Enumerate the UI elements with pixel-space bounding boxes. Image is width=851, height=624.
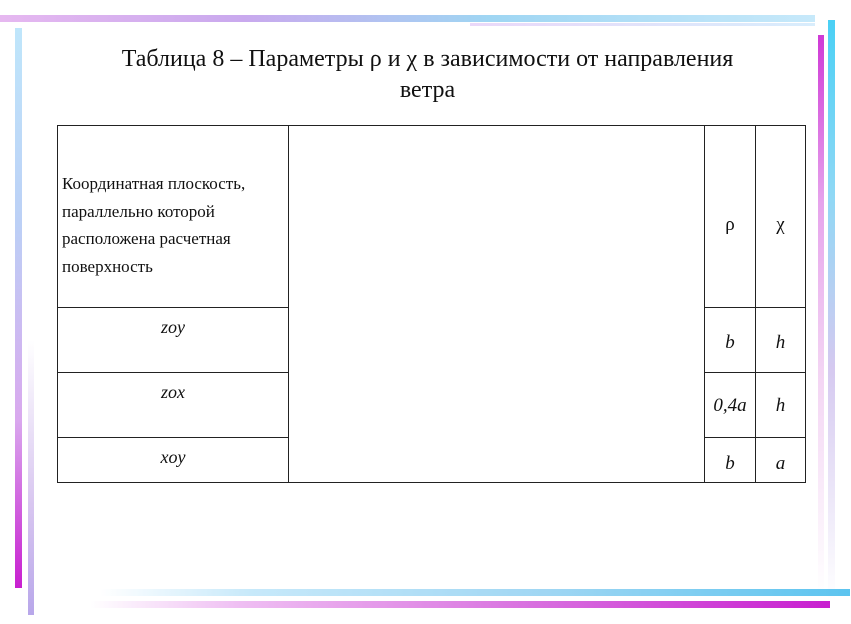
- header-rho-symbol: ρ: [725, 214, 735, 235]
- frame-bar-right-secondary: [818, 35, 824, 595]
- header-cell-chi: [755, 125, 806, 308]
- frame-bar-bottom-secondary: [90, 601, 830, 608]
- rho-value: 0,4a: [713, 395, 747, 416]
- rho-value: b: [725, 332, 735, 353]
- table-row-plane: [57, 437, 289, 483]
- table-row-chi: [755, 307, 806, 373]
- table-row-plane: [57, 372, 289, 438]
- slide-title: [40, 44, 815, 106]
- chi-value: h: [775, 395, 786, 416]
- empty-merged-cell: [288, 125, 705, 483]
- slide-title-line-1: Таблица 8 – Параметры ρ и χ в зависимости от направления: [121, 46, 734, 72]
- header-cell-plane: [57, 125, 289, 308]
- header-cell-rho: [704, 125, 756, 308]
- frame-bar-left: [15, 28, 22, 588]
- plane-name: zoy: [161, 317, 185, 337]
- table-row-rho: [704, 372, 756, 438]
- table-row-rho: [704, 437, 756, 483]
- frame-bar-top: [0, 15, 815, 22]
- table-row-chi: [755, 437, 806, 483]
- rho-value: b: [725, 453, 735, 474]
- slide-title-line-2: ветра: [399, 77, 456, 103]
- header-plane-label: Координатная плоскость, параллельно которой расположена расчетная поверхность: [62, 174, 246, 276]
- plane-name: xoy: [160, 447, 186, 467]
- table-row-rho: [704, 307, 756, 373]
- header-chi-symbol: χ: [776, 214, 785, 235]
- plane-name: zox: [161, 382, 185, 402]
- frame-bar-bottom: [100, 589, 850, 596]
- chi-value: h: [775, 332, 786, 353]
- table-row-chi: [755, 372, 806, 438]
- frame-bar-left-secondary: [28, 340, 34, 615]
- frame-bar-right: [828, 20, 835, 600]
- frame-bar-top-secondary: [470, 23, 815, 26]
- chi-value: a: [775, 453, 786, 474]
- table-row-plane: [57, 307, 289, 373]
